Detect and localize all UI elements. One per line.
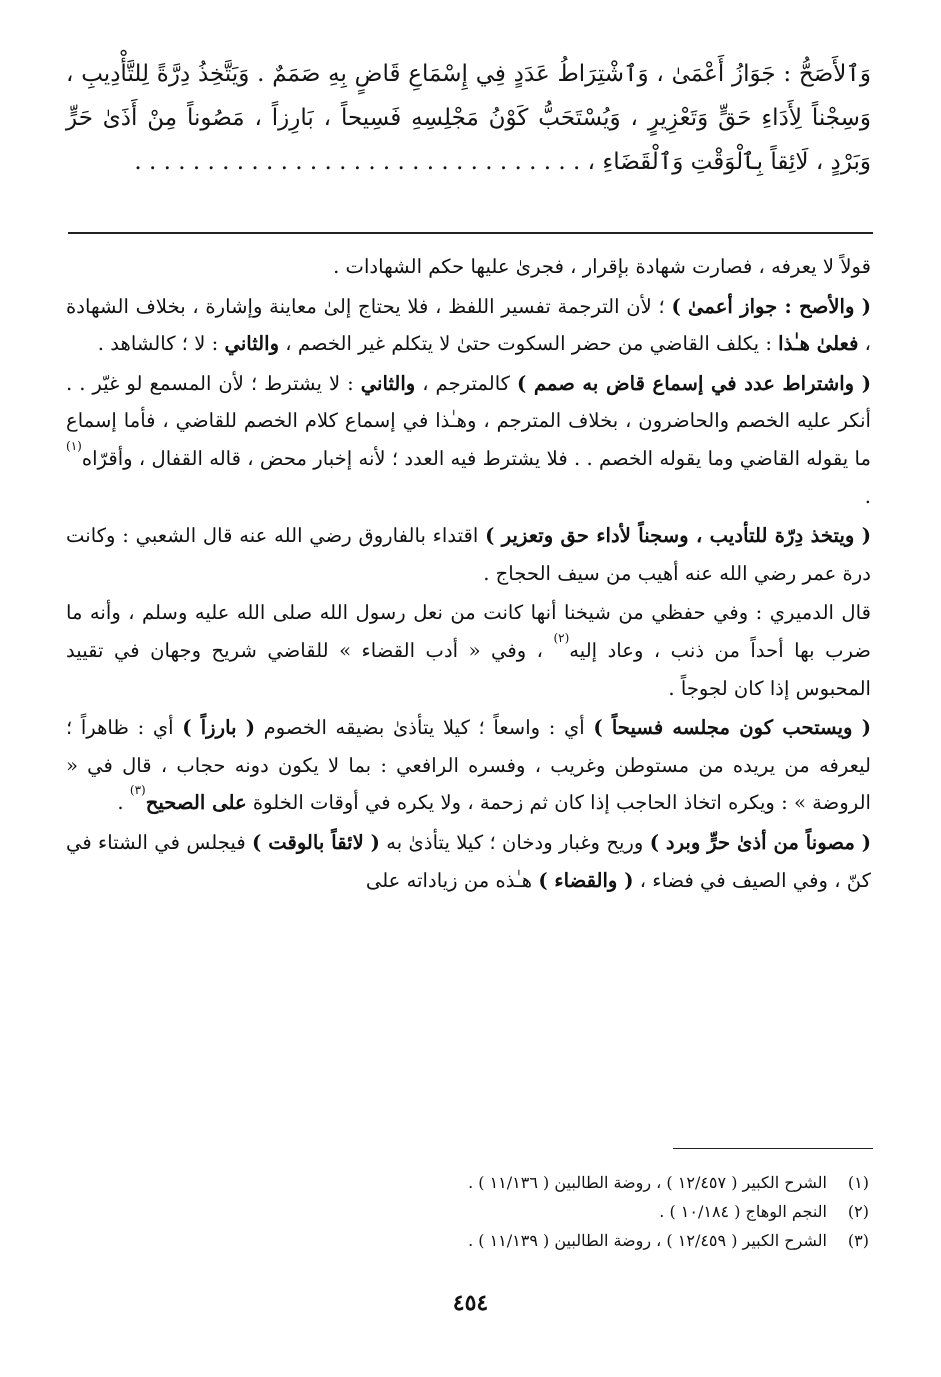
paragraph-text: كالمترجم ، (415, 371, 517, 395)
commentary-paragraph (66, 709, 871, 822)
matn-text: وَٱلأَصَحُّ : جَوَازُ أَعْمَىٰ ، وَٱشْتِرَاطُ عَدَدٍ فِي إِسْمَاعِ قَاضٍ بِهِ صَمَمٌ . وَيَتَّخِذُ دِرَّةً لِلتَّأْدِيبِ ، وَسِجْناً لِأَدَاءِ حَقٍّ وَتَعْزِيرٍ ، وَيُسْتَحَبُّ كَوْنُ مَجْلِسِهِ فَسِيحاً ، بَارِزاً ، مَصُوناً مِنْ أَذَىٰ حَرٍّ وَبَرْدٍ ، لَائِقاً بِٱلْوَقْتِ وَٱلْقَضَاءِ ، . . . . . . . . . . . . . . . . . . . . . . . . . . . . . . . (66, 61, 871, 175)
footnote-ref[interactable]: (٣) (129, 783, 146, 798)
page-number: ٤٥٤ (452, 1290, 489, 1316)
commentary-paragraph (66, 288, 871, 363)
footnote-ref[interactable]: (٢) (553, 630, 570, 645)
footnote-number: (٢) (847, 1202, 869, 1221)
quoted-matn: ( والأصح : جواز أعمىٰ ) (671, 294, 872, 318)
paragraph-text: ؛ لأن الترجمة تفسير اللفظ ، فلا يحتاج إلىٰ معاينة وإشارة ، بخلاف الشهادة ، (66, 294, 871, 356)
paragraph-text: وريح وغبار ودخان ؛ كيلا يتأذىٰ به (379, 830, 650, 854)
footnotes (69, 1168, 869, 1255)
footnote-item (69, 1197, 869, 1226)
footnote-ref[interactable]: (١) (66, 438, 82, 453)
bold-term: والثاني (360, 371, 416, 395)
footnote-text: الشرح الكبير ( ١٢/٤٥٩ ) ، روضة الطالبين ( ١١/١٣٩ ) . (468, 1231, 827, 1250)
paragraph-text: ، وفي « أدب القضاء » للقاضي شريح وجهان في تقييد المحبوس إذا كان لجوجاً . (66, 638, 871, 700)
footnote-number: (٣) (847, 1231, 869, 1250)
paragraph-text: : يكلف القاضي من حضر السكوت حتىٰ لا يتكلم غير الخصم ، (279, 332, 779, 356)
commentary-paragraph (66, 594, 871, 707)
bold-term: والثاني (224, 332, 280, 356)
paragraph-text: اقتداء بالفاروق رضي الله عنه قال الشعبي : وكانت درة عمر رضي الله عنه أهيب من سيف الحجاج . (66, 524, 871, 585)
paragraph-text: هـٰذه من زياداته على (365, 868, 539, 892)
bold-term: فعلىٰ هـٰذا (778, 332, 859, 356)
quoted-matn: ( لائقاً بالوقت ) (252, 830, 380, 854)
footnote-text: النجم الوهاج ( ١٠/١٨٤ ) . (659, 1202, 827, 1221)
footnote-item (69, 1168, 869, 1197)
quoted-matn: ( ويستحب كون مجلسه فسيحاً ) (593, 716, 871, 740)
commentary-paragraph (66, 517, 871, 592)
paragraph-text: . (117, 791, 130, 815)
commentary-paragraph (66, 824, 871, 899)
footnote-separator-line (673, 1148, 873, 1149)
paragraph-text: : لا يشترط ؛ لأن المسمع لو غيّر . . أنكر عليه الخصم والحاضرون ، بخلاف المترجم ، وهـٰذا في إسماع كلام الخصم للقاضي ، فأما إسماع ما يقوله القاضي وما يقوله الخصم . . فلا يشترط فيه العدد ؛ لأنه إخبار محض ، قاله القفال ، وأقرّاه (66, 371, 871, 470)
paragraph-text: فيجلس في الشتاء في كنّ ، وفي الصيف في فضاء ، (66, 830, 871, 892)
paragraph-text: قال الدميري : وفي حفظي من شيخنا أنها كانت من نعل رسول الله صلى الله عليه وسلم ، وأنه ما ضرب بها أحداً من ذنب ، وعاد إليه (66, 601, 871, 662)
footnote-number: (١) (847, 1173, 869, 1192)
quoted-matn: ( بارزاً ) (182, 716, 256, 740)
quoted-matn: ( والقضاء ) (538, 868, 634, 892)
quoted-matn: ( ويتخذ دِرّة للتأديب ، وسجناً لأداء حق وتعزير ) (485, 524, 871, 548)
quoted-matn: ( مصوناً من أذىٰ حرٍّ وبرد ) (649, 830, 871, 854)
paragraph-text: . (864, 484, 871, 508)
footnote-item (69, 1226, 869, 1255)
paragraph-text: قولاً لا يعرفه ، فصارت شهادة بإقرار ، فجرىٰ عليها حكم الشهادات . (333, 255, 871, 278)
paragraph-text: : لا ؛ كالشاهد . (97, 332, 225, 356)
commentary-paragraph (66, 365, 871, 515)
paragraph-text: أي : واسعاً ؛ كيلا يتأذىٰ بضيقه الخصوم (255, 716, 594, 740)
quoted-matn: ( واشتراط عدد في إسماع قاض به صمم ) (516, 371, 871, 395)
matn-separator-line (68, 232, 873, 234)
footnote-text: الشرح الكبير ( ١٢/٤٥٧ ) ، روضة الطالبين ( ١١/١٣٦ ) . (468, 1173, 827, 1192)
commentary-paragraph (66, 248, 871, 286)
bold-term: على الصحيح (145, 791, 247, 815)
paragraph-text: أي : ظاهراً ؛ ليعرفه من يريده من مستوطن وغريب ، وفسره الرافعي : بما لا يكون دونه حجاب ، قال في « الروضة » : ويكره اتخاذ الحاجب إذا كان ثم زحمة ، ولا يكره في أوقات الخلوة (66, 716, 871, 815)
commentary-text (66, 248, 871, 901)
